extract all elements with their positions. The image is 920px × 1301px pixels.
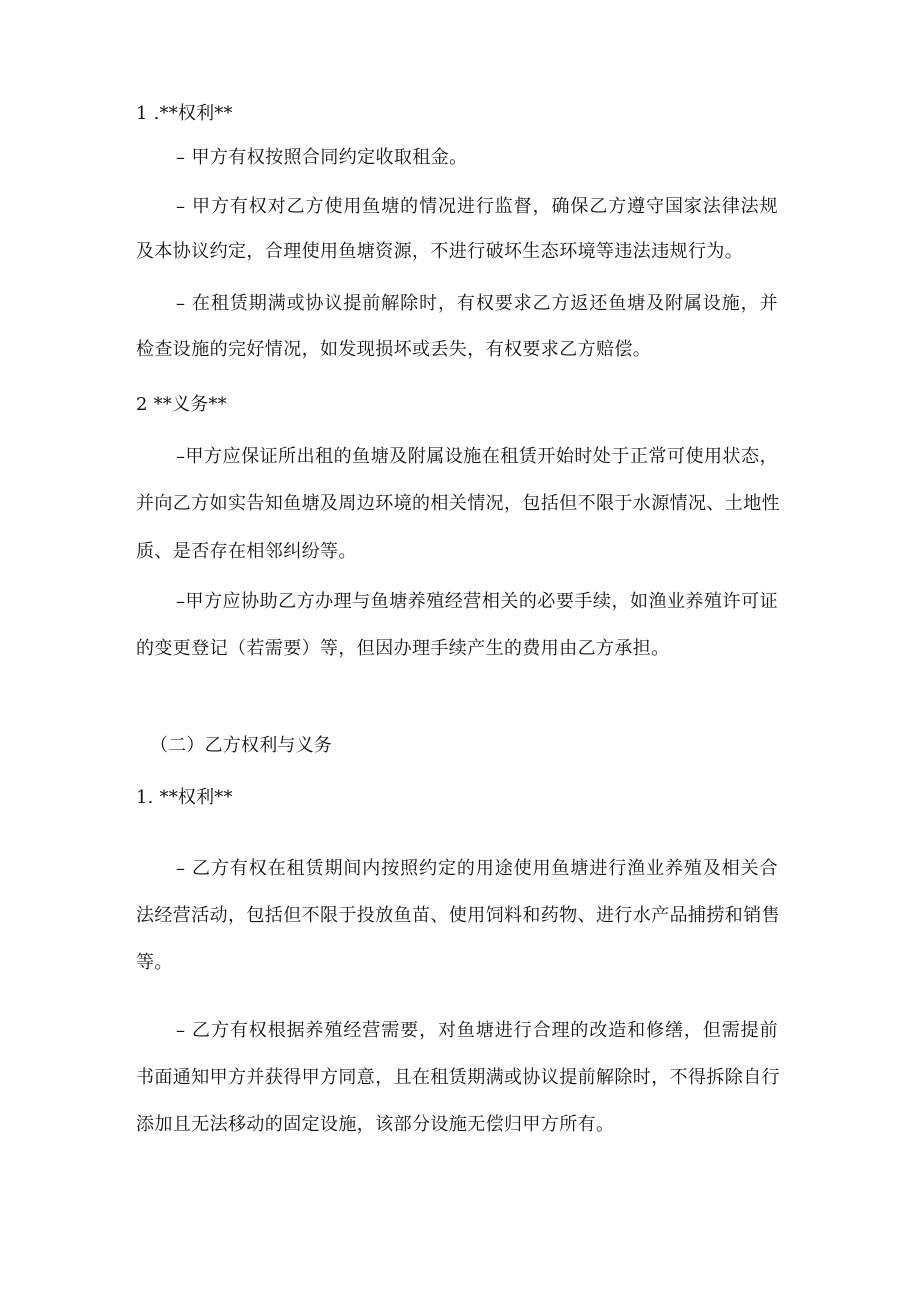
paragraph-line: 等。	[136, 952, 173, 973]
paragraph-line: –甲方应协助乙方办理与鱼塘养殖经营相关的必要手续，如渔业养殖许可证	[176, 591, 778, 612]
paragraph-line: 质、是否存在相邻纠纷等。	[136, 541, 357, 562]
paragraph-line: 的变更登记（若需要）等，但因办理手续产生的费用由乙方承担。	[136, 638, 670, 659]
section-heading-obligations: 2 **义务**	[136, 394, 227, 415]
section-heading-rights: 1 .**权利**	[136, 103, 233, 124]
paragraph-line: 添加且无法移动的固定设施，该部分设施无偿归甲方所有。	[136, 1114, 615, 1135]
section-heading-rights-b: 1. **权利**	[136, 787, 233, 808]
paragraph-line: 书面通知甲方并获得甲方同意，且在租赁期满或协议提前解除时，不得拆除自行	[136, 1067, 780, 1088]
section-title-party-b: （二）乙方权利与义务	[150, 735, 332, 756]
paragraph-line: – 在租赁期满或协议提前解除时，有权要求乙方返还鱼塘及附属设施，并	[176, 293, 778, 314]
paragraph-line: 法经营活动，包括但不限于投放鱼苗、使用饲料和药物、进行水产品捕捞和销售	[136, 905, 780, 926]
paragraph-line: 检查设施的完好情况，如发现损坏或丢失，有权要求乙方赔偿。	[136, 339, 652, 360]
paragraph-line: 并向乙方如实告知鱼塘及周边环境的相关情况，包括但不限于水源情况、土地性	[136, 493, 780, 514]
paragraph-line: – 甲方有权对乙方使用鱼塘的情况进行监督，确保乙方遵守国家法律法规	[176, 196, 778, 217]
paragraph-line: – 乙方有权根据养殖经营需要，对鱼塘进行合理的改造和修缮，但需提前	[176, 1020, 778, 1041]
paragraph-line: – 甲方有权按照合同约定收取租金。	[176, 147, 468, 168]
paragraph-line: –甲方应保证所出租的鱼塘及附属设施在租赁开始时处于正常可使用状态，	[176, 446, 778, 467]
paragraph-line: 及本协议约定，合理使用鱼塘资源，不进行破坏生态环境等违法违规行为。	[136, 241, 744, 262]
paragraph-line: – 乙方有权在租赁期间内按照约定的用途使用鱼塘进行渔业养殖及相关合	[176, 858, 778, 879]
